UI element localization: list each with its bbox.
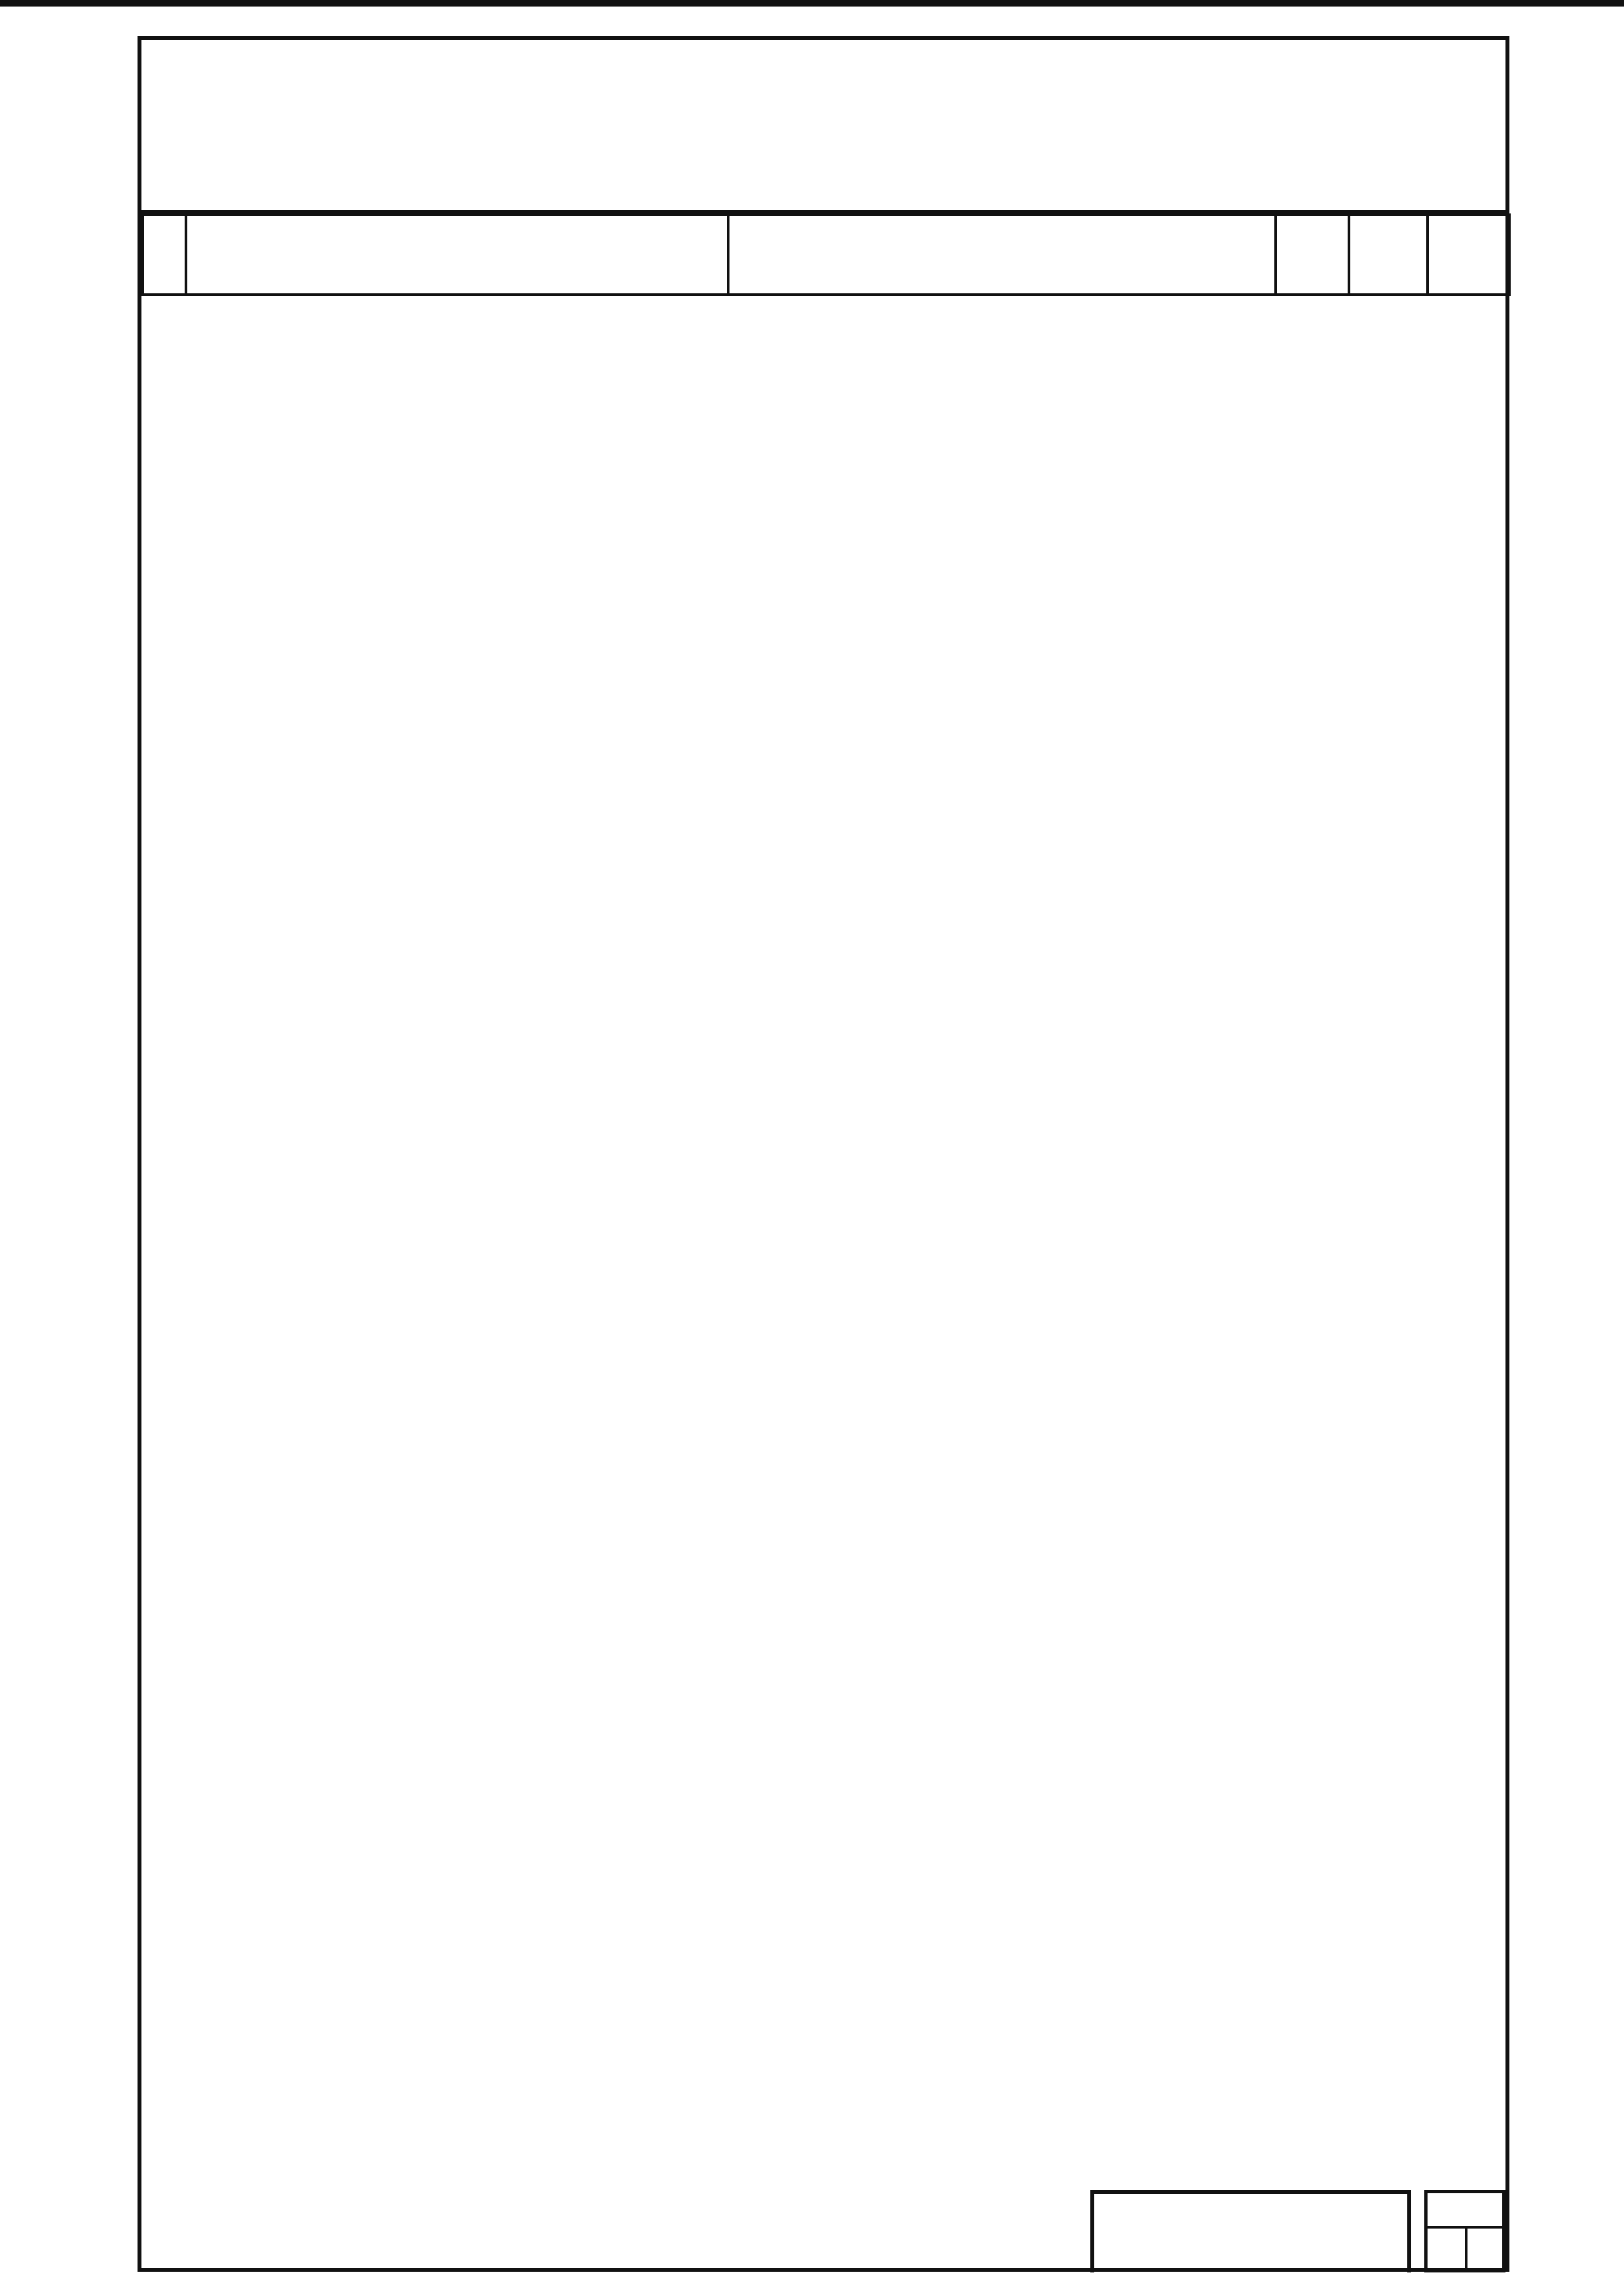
- angle-header: [1276, 215, 1349, 295]
- loads-table: [141, 213, 1511, 296]
- sheet-label: [1428, 2193, 1502, 2229]
- normative-header: [186, 215, 728, 295]
- region-header: [1349, 215, 1428, 295]
- sheet-number-secondary: [1467, 2229, 1502, 2269]
- drawing-frame: [138, 36, 1509, 2272]
- top-border-line: [0, 0, 1624, 7]
- drawing-number-stamp: [1090, 2190, 1411, 2272]
- design-header: [728, 215, 1276, 295]
- table-header: [143, 215, 1509, 295]
- sheet-number-box: [1424, 2190, 1505, 2272]
- sheet-number: [1428, 2229, 1467, 2269]
- title-block: [141, 40, 1505, 213]
- tension-header: [1428, 215, 1509, 295]
- num-header: [143, 215, 186, 295]
